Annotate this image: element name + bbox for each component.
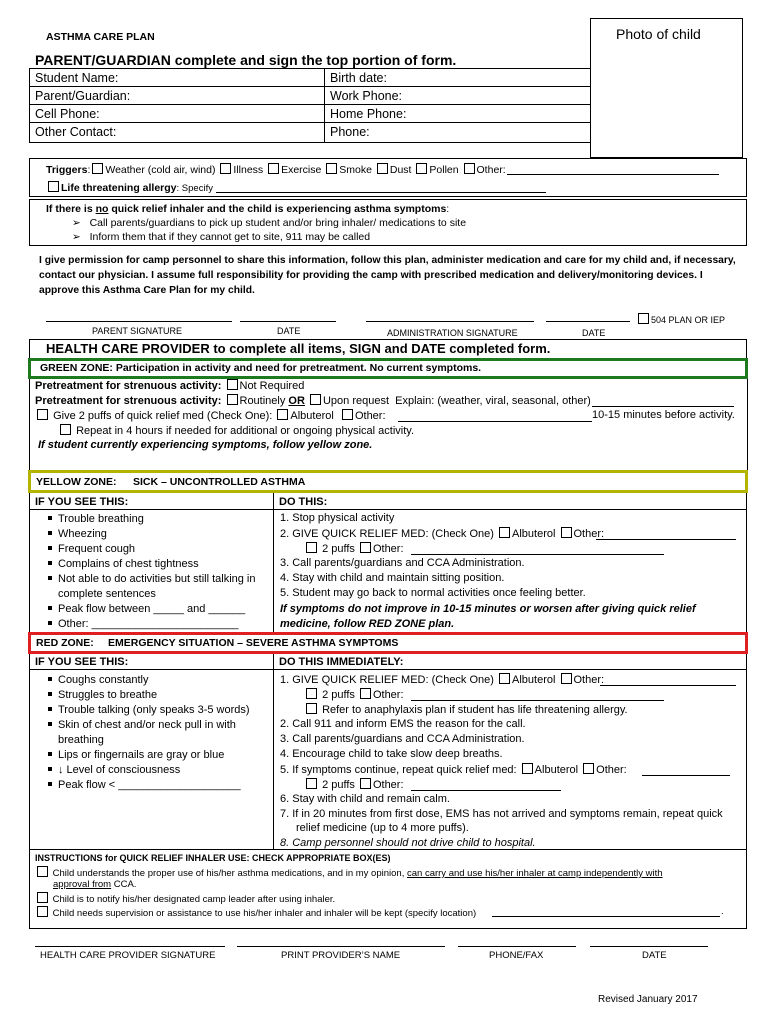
yellow-albuterol-checkbox[interactable] (499, 527, 510, 538)
life-allergy-row: Life threatening allergy: Specify (46, 181, 213, 194)
yellow-symptom: Complains of chest tightness (48, 558, 199, 570)
parent-guardian-field[interactable]: Parent/Guardian: (35, 89, 131, 103)
yellow-2puffs-checkbox[interactable] (306, 542, 317, 553)
red-symptom: Trouble talking (only speaks 3-5 words) (48, 704, 250, 716)
life-allergy-checkbox[interactable] (48, 181, 59, 192)
instruction-2: Child is to notify his/her designated camp leader after using inhaler. (35, 892, 335, 905)
provider-name-label: PRINT PROVIDER’S NAME (281, 950, 401, 961)
red-albuterol-checkbox[interactable] (499, 673, 510, 684)
smoke-checkbox[interactable] (326, 163, 337, 174)
yellow-action: 3. Call parents/guardians and CCA Administration. (280, 557, 525, 569)
red-action: 4. Encourage child to take slow deep breaths. (280, 748, 503, 760)
hcp-heading: HEALTH CARE PROVIDER to complete all items, SIGN and DATE completed form. (46, 341, 551, 356)
green-other-line[interactable] (398, 421, 592, 422)
red-action: 5. If symptoms continue, repeat quick relief med: Albuterol Other: (280, 764, 627, 776)
dust-checkbox[interactable] (377, 163, 388, 174)
pretreatment-row-1: Pretreatment for strenuous activity: Not Required (35, 380, 305, 392)
red-zone-heading-2: EMERGENCY SITUATION – SEVERE ASTHMA SYMPTOMS (108, 637, 399, 649)
phone-fax-label: PHONE/FAX (489, 950, 544, 961)
form-title: ASTHMA CARE PLAN (46, 31, 155, 43)
birth-date-field[interactable]: Birth date: (330, 71, 387, 85)
hcp-signature-line[interactable] (35, 946, 225, 947)
no-inhaler-item-1: ➢ Call parents/guardians to pick up student and/or bring inhaler/ medications to site (72, 217, 467, 229)
yellow-other-line[interactable] (596, 539, 736, 540)
instruction-3: Child needs supervision or assistance to use his/her inhaler and inhaler will be kept (specify location) (35, 906, 476, 919)
plan-504-checkbox[interactable] (638, 313, 649, 324)
give-puffs-row: Give 2 puffs of quick relief med (Check One): Albuterol Other: (35, 409, 386, 422)
green-albuterol-checkbox[interactable] (277, 409, 288, 420)
red-action: Refer to anaphylaxis plan if student has life threatening allergy. (304, 703, 628, 716)
red-symptom: Struggles to breathe (48, 689, 157, 701)
yellow-do-header: DO THIS: (279, 496, 328, 508)
yellow-puffs-other-line[interactable] (411, 554, 664, 555)
green-other-checkbox[interactable] (342, 409, 353, 420)
anaphylaxis-checkbox[interactable] (306, 703, 317, 714)
pretreatment-row-2: Pretreatment for strenuous activity: Routinely OR Upon request Explain: (weather, viral, seasonal, other) (35, 395, 591, 407)
repeat-row: Repeat in 4 hours if needed for additional or ongoing physical activity. (58, 424, 414, 437)
red-action: 7. If in 20 minutes from first dose, EMS has not arrived and symptoms remain, repeat quick (280, 808, 723, 820)
provider-name-line[interactable] (237, 946, 445, 947)
yellow-puffs-other-checkbox[interactable] (360, 542, 371, 553)
illness-checkbox[interactable] (220, 163, 231, 174)
yellow-symptom: Wheezing (48, 528, 107, 540)
instruction-1: Child understands the proper use of his/her asthma medications, and in my opinion, can carry and use his/her inhaler at camp independently with (35, 866, 663, 879)
parent-signature-line[interactable] (46, 321, 232, 322)
photo-label: Photo of child (616, 26, 701, 42)
home-phone-field[interactable]: Home Phone: (330, 107, 407, 121)
red-action: 3. Call parents/guardians and CCA Administration. (280, 733, 525, 745)
explain-line[interactable] (592, 406, 734, 407)
permission-statement: I give permission for camp personnel to share this information, follow this plan, administer medication and care for my child and, if necessary, contact our physician. I assume full responsibility for providing the camp with prescribed medication and delivery/monitoring devices. I approve this Asthma Care Plan for my child. (39, 255, 736, 296)
red-action: 6. Stay with child and remain calm. (280, 793, 450, 805)
red-other-line[interactable] (600, 685, 736, 686)
red-symptom: Lips or fingernails are gray or blue (48, 749, 224, 761)
allergy-specify-line[interactable] (216, 192, 546, 193)
notify-leader-checkbox[interactable] (37, 892, 48, 903)
revised-date: Revised January 2017 (598, 994, 698, 1005)
independent-use-checkbox[interactable] (37, 866, 48, 877)
yellow-action: 1. Stop physical activity (280, 512, 395, 524)
other-trigger-line[interactable] (507, 174, 719, 175)
repeat-2puffs-checkbox[interactable] (306, 778, 317, 789)
yellow-symptom: complete sentences (58, 588, 156, 600)
minutes-text: 10-15 minutes before activity. (592, 409, 735, 421)
yellow-action: 2. GIVE QUICK RELIEF MED: (Check One) Albuterol Other: (280, 528, 605, 540)
yellow-see-header: IF YOU SEE THIS: (35, 496, 129, 508)
hcp-signature-label: HEALTH CARE PROVIDER SIGNATURE (40, 950, 216, 961)
parent-date-label: DATE (277, 326, 301, 336)
other-contact-field[interactable]: Other Contact: (35, 125, 117, 139)
parent-date-line[interactable] (240, 321, 336, 322)
red-symptom: breathing (58, 734, 104, 746)
cell-phone-field[interactable]: Cell Phone: (35, 107, 100, 121)
student-name-field[interactable]: Student Name: (35, 71, 119, 85)
hcp-date-line[interactable] (590, 946, 708, 947)
repeat-checkbox[interactable] (60, 424, 71, 435)
red-action: 2 puffs Other: (304, 688, 404, 701)
red-other-checkbox[interactable] (561, 673, 572, 684)
admin-signature-line[interactable] (366, 321, 534, 322)
red-action: 2. Call 911 and inform EMS the reason for the call. (280, 718, 526, 730)
red-action: 2 puffs Other: (304, 778, 404, 791)
plan-504-row: 504 PLAN OR IEP (636, 313, 725, 325)
triggers-row: Triggers: Weather (cold air, wind) Illness Exercise Smoke Dust Pollen Other: (46, 164, 506, 176)
pollen-checkbox[interactable] (416, 163, 427, 174)
phone-fax-line[interactable] (458, 946, 576, 947)
admin-date-label: DATE (582, 328, 606, 338)
red-puffs-other-line[interactable] (411, 700, 664, 701)
repeat-puffs-other-checkbox[interactable] (360, 778, 371, 789)
no-inhaler-heading: If there is no quick relief inhaler and the child is experiencing asthma symptoms: (46, 203, 450, 215)
yellow-note: If symptoms do not improve in 10-15 minutes or worsen after giving quick relief medicine, follow RED ZONE plan. (280, 603, 696, 630)
hcp-date-label: DATE (642, 950, 667, 961)
repeat-puffs-other-line[interactable] (411, 790, 561, 791)
give-puffs-checkbox[interactable] (37, 409, 48, 420)
yellow-symptom: Trouble breathing (48, 513, 144, 525)
red-do-header: DO THIS IMMEDIATELY: (279, 656, 404, 668)
yellow-action: 2 puffs Other: (304, 542, 404, 555)
yellow-other-checkbox[interactable] (561, 527, 572, 538)
red-symptom: ↓ Level of consciousness (48, 764, 180, 776)
work-phone-field[interactable]: Work Phone: (330, 89, 403, 103)
repeat-albuterol-checkbox[interactable] (522, 763, 533, 774)
red-2puffs-checkbox[interactable] (306, 688, 317, 699)
yellow-symptom: Not able to do activities but still talking in (48, 573, 256, 585)
exercise-checkbox[interactable] (268, 163, 279, 174)
parent-heading: PARENT/GUARDIAN complete and sign the top portion of form. (35, 52, 457, 68)
red-zone-heading-1: RED ZONE: (36, 637, 94, 649)
no-inhaler-item-2: ➢ Inform them that if they cannot get to site, 911 may be called (72, 231, 371, 243)
instructions-heading: INSTRUCTIONS for QUICK RELIEF INHALER USE: CHECK APPROPRIATE BOX(ES) (35, 853, 391, 863)
red-action: 8. Camp personnel should not drive child to hospital. (280, 837, 536, 849)
red-symptom: Peak flow < ____________________ (48, 779, 241, 791)
repeat-other-line[interactable] (642, 775, 730, 776)
yellow-action: 4. Stay with child and maintain sitting position. (280, 572, 505, 584)
not-required-checkbox[interactable] (227, 379, 238, 390)
yellow-symptom: Other: ________________________ (48, 618, 238, 630)
upon-request-checkbox[interactable] (310, 394, 321, 405)
if-symptoms-note: If student currently experiencing symptoms, follow yellow zone. (38, 439, 373, 451)
yellow-symptom: Frequent cough (48, 543, 135, 555)
instruction-1-cont: approval from CCA. (53, 879, 137, 890)
yellow-zone-heading-2: SICK – UNCONTROLLED ASTHMA (133, 476, 306, 488)
red-action: 1. GIVE QUICK RELIEF MED: (Check One) Albuterol Other: (280, 674, 605, 686)
admin-signature-label: ADMINISTRATION SIGNATURE (387, 328, 518, 338)
red-puffs-other-checkbox[interactable] (360, 688, 371, 699)
routinely-checkbox[interactable] (227, 394, 238, 405)
admin-date-line[interactable] (546, 321, 630, 322)
parent-signature-label: PARENT SIGNATURE (92, 326, 183, 336)
red-see-header: IF YOU SEE THIS: (35, 656, 129, 668)
repeat-other-checkbox[interactable] (583, 763, 594, 774)
supervision-checkbox[interactable] (37, 906, 48, 917)
other-trigger-checkbox[interactable] (464, 163, 475, 174)
red-symptom: Skin of chest and/or neck pull in with (48, 719, 236, 731)
yellow-symptom: Peak flow between _____ and ______ (48, 603, 245, 615)
yellow-zone-heading-1: YELLOW ZONE: (36, 476, 117, 488)
location-line[interactable] (492, 916, 720, 917)
red-symptom: Coughs constantly (48, 674, 149, 686)
yellow-action: 5. Student may go back to normal activities once feeling better. (280, 587, 586, 599)
phone-field[interactable]: Phone: (330, 125, 370, 139)
red-action: relief medicine (up to 4 more puffs). (296, 822, 469, 834)
green-zone-heading: GREEN ZONE: Participation in activity and need for pretreatment. No current symptoms. (40, 362, 482, 374)
weather-checkbox[interactable] (92, 163, 103, 174)
